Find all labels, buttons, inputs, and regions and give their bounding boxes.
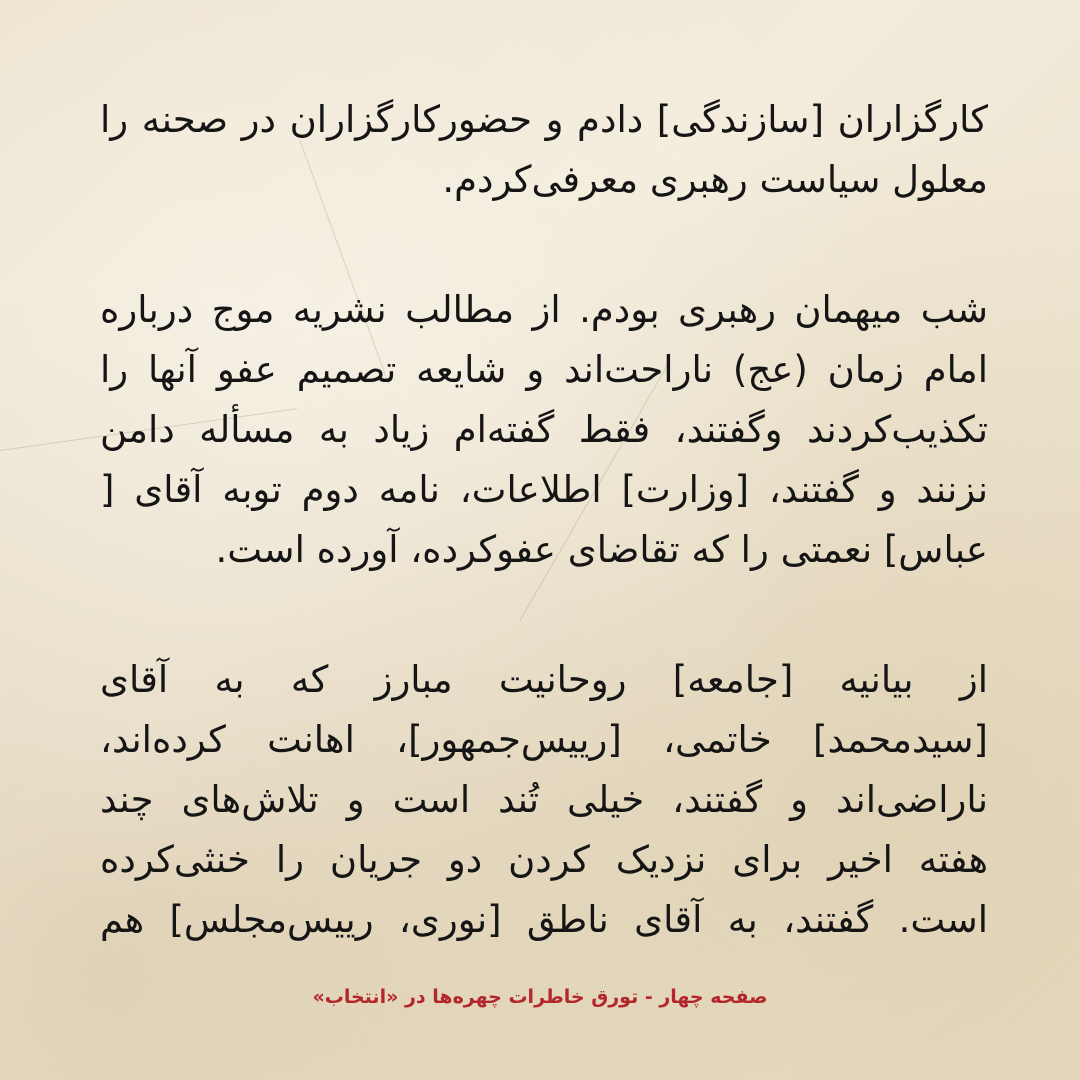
- text-line: از بیانیه [جامعه] روحانیت مبارز که به آقای: [100, 658, 988, 701]
- text-line: تکذیب‌کردند وگفتند، فقط گفته‌ام زیاد به مسأله دامن: [100, 408, 988, 451]
- text-line: امام زمان (عج) ناراحت‌اند و شایعه تصمیم عفو آنها را: [100, 348, 988, 391]
- text-line: شب میهمان رهبری بودم. از مطالب نشریه موج درباره: [100, 288, 988, 331]
- text-line: کارگزاران [سازندگی] دادم و حضورکارگزاران در صحنه را: [100, 98, 988, 141]
- text-line: هفته اخیر برای نزدیک کردن دو جریان را خنثی‌کرده: [100, 838, 988, 881]
- text-line: معلول سیاست رهبری معرفی‌کردم.: [442, 158, 988, 201]
- text-line: نزنند و گفتند، [وزارت] اطلاعات، نامه دوم توبه آقای [: [100, 468, 988, 511]
- text-line: است. گفتند، به آقای ناطق [نوری، رییس‌مجلس] هم: [100, 898, 988, 941]
- text-line: عباس] نعمتی را که تقاضای عفوکرده، آورده است.: [215, 528, 988, 571]
- text-line: ناراضی‌اند و گفتند، خیلی تُند است و تلاش‌های چند: [100, 778, 988, 821]
- page-footer-caption: صفحه چهار - تورق خاطرات چهره‌ها در «انتخاب»: [312, 986, 768, 1008]
- text-line: [سیدمحمد] خاتمی، [رییس‌جمهور]، اهانت کرده‌اند،: [100, 718, 988, 761]
